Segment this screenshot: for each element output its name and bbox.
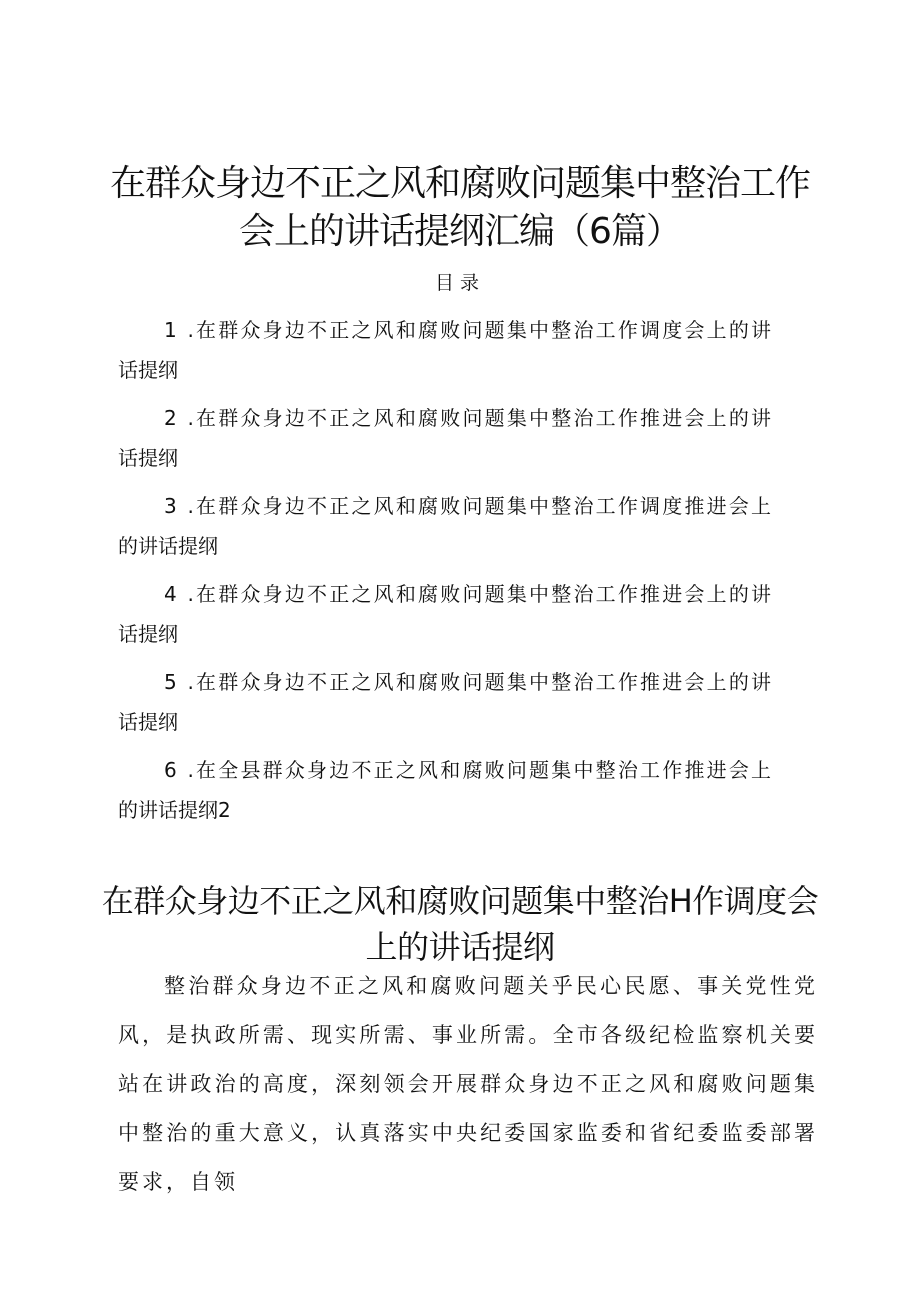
table-of-contents (118, 310, 808, 838)
toc-item-text: 2 .在群众身边不正之风和腐败问题集中整治工作推进会上的讲 (164, 406, 774, 430)
section-title: 在群众身边不正之风和腐败问题集中整治H作调度会上的讲话提纲 (101, 882, 819, 966)
toc-item-text: 4 .在群众身边不正之风和腐败问题集中整治工作推进会上的讲 (164, 582, 774, 606)
toc-item-text-continued: 话提纲 (118, 710, 178, 734)
toc-item[interactable] (118, 662, 808, 750)
toc-item-text: 5 .在群众身边不正之风和腐败问题集中整治工作推进会上的讲 (164, 670, 774, 694)
toc-item[interactable] (118, 398, 808, 486)
toc-heading: 目录 (434, 272, 485, 294)
body-paragraph: 整治群众身边不正之风和腐败问题关乎民心民愿、事关党性党风，是执政所需、现实所需、事业所需。全市各级纪检监察机关要站在讲政治的高度，深刻领会开展群众身边不正之风和腐败问题集中整治的重大意义，认真落实中央纪委国家监委和省纪委监委部署要求，自领 (118, 974, 818, 1194)
toc-item[interactable] (118, 574, 808, 662)
toc-item-text: 3 .在群众身边不正之风和腐败问题集中整治工作调度推进会上 (164, 494, 774, 518)
toc-item-text-continued: 话提纲 (118, 622, 178, 646)
toc-item-text-continued: 话提纲 (118, 446, 178, 470)
toc-item-text: 6 .在全县群众身边不正之风和腐败问题集中整治工作推进会上 (164, 758, 774, 782)
toc-item[interactable] (118, 750, 808, 838)
toc-item-text-continued: 的讲话提纲2 (118, 798, 231, 822)
toc-item[interactable] (118, 310, 808, 398)
toc-item-text-continued: 话提纲 (118, 358, 178, 382)
toc-item-text: 1 .在群众身边不正之风和腐败问题集中整治工作调度会上的讲 (164, 318, 774, 342)
document-title: 在群众身边不正之风和腐败问题集中整治工作会上的讲话提纲汇编（6篇） (109, 163, 810, 252)
toc-item-text-continued: 的讲话提纲 (118, 534, 218, 558)
toc-item[interactable] (118, 486, 808, 574)
